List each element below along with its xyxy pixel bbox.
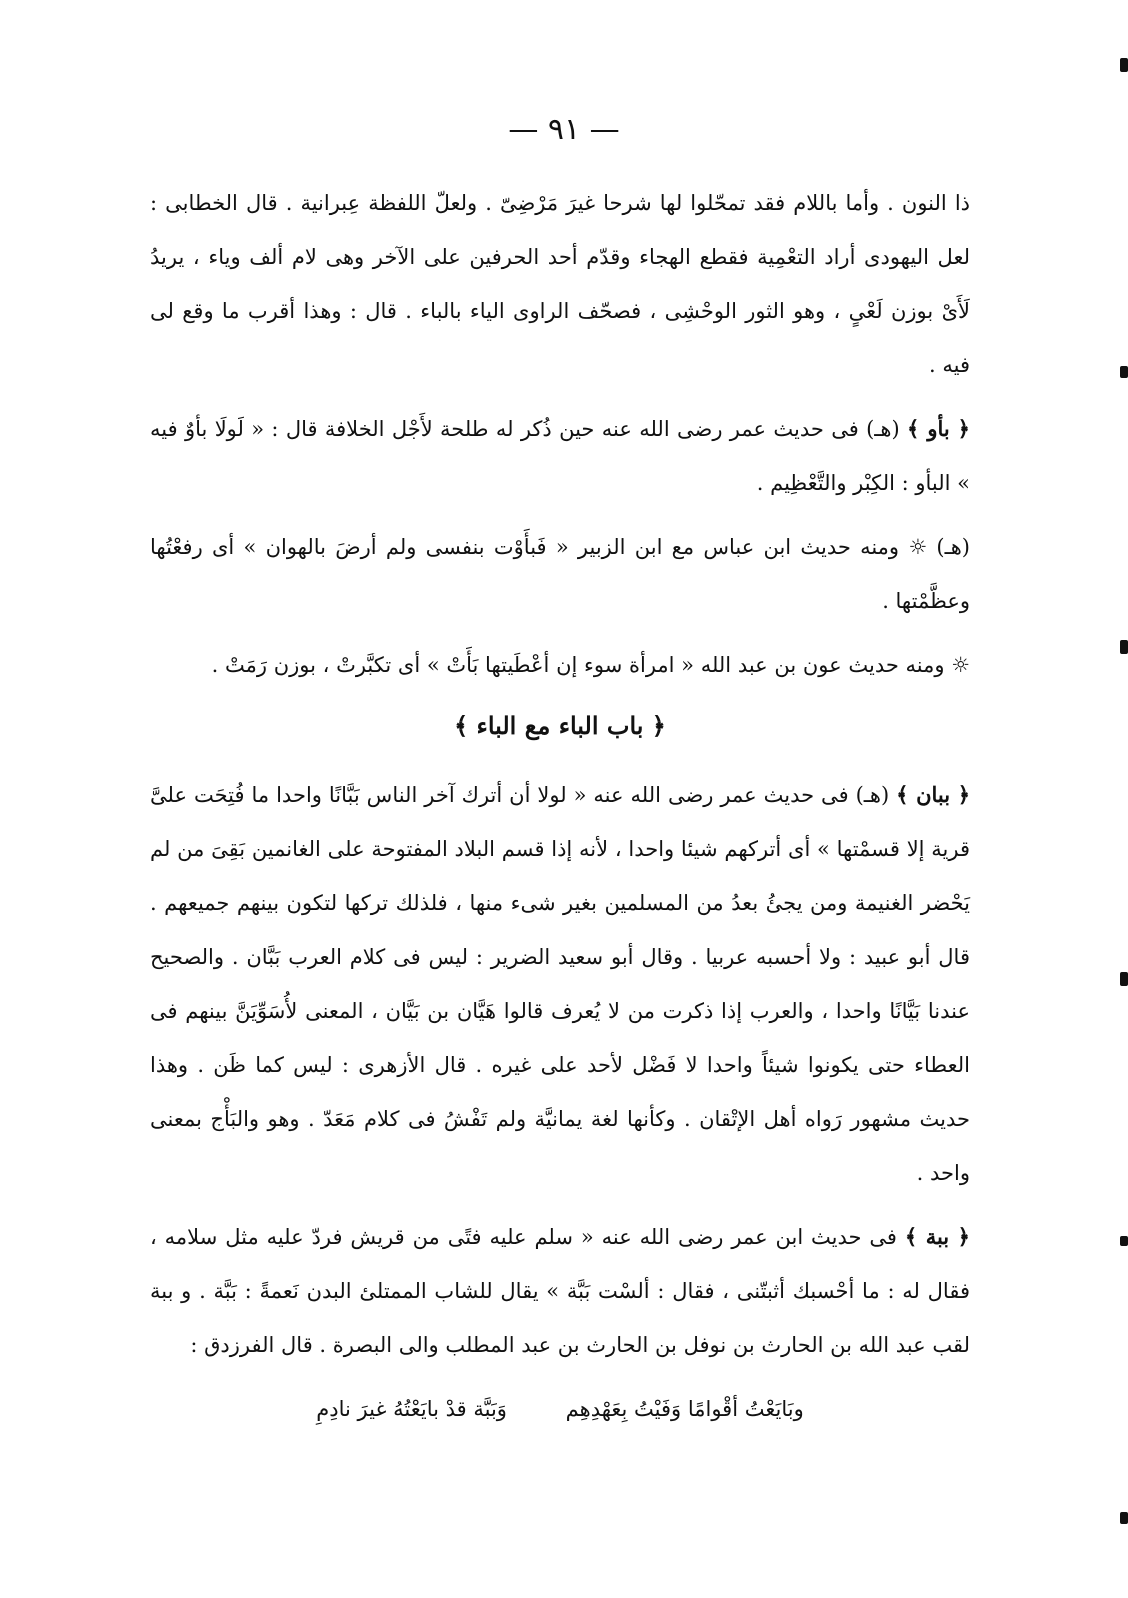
scan-edge-mark bbox=[1120, 366, 1128, 378]
page-body bbox=[150, 176, 970, 1436]
paragraph-text: (هـ) فى حديث عمر رضى الله عنه « لولا أن أترك آخر الناس بَبَّانًا واحدا ما فُتِحَت علىَّ قرية إلا قسمْتها » أى أتركهم شيئا واحدا ، لأنه إذا قسم البلاد المفتوحة على الغانمين بَقِىَ من لم يَحْضر الغنيمة ومن يجئُ بعدُ من المسلمين بغير شىء منها ، فلذلك تركها لتكون بينهم جميعهم . قال أبو عبيد : ولا أحسبه عربيا . وقال أبو سعيد الضرير : ليس فى كلام العرب بَبَّان . والصحيح عندنا بَيَّانًا واحدا ، والعرب إذا ذكرت من لا يُعرف قالوا هَيَّان بن بَيَّان ، المعنى لأُسَوِّيَنَّ بينهم فى العطاء حتى يكونوا شيئاً واحدا لا فَضْل لأحد على غيره . قال الأزهرى : ليس كما ظَن . وهذا حديث مشهور رَواه أهل الإتْقان . وكأنها لغة يمانيَّة ولم تَفْشُ فى كلام مَعَدّ . وهو والبَأْج بمعنى واحد . bbox=[150, 783, 970, 1185]
paragraph bbox=[150, 1210, 970, 1372]
scan-edge-mark bbox=[1120, 1512, 1128, 1524]
paragraph-text: (هـ) ☼ ومنه حديث ابن عباس مع ابن الزبير « فَبأَوْت بنفسى ولم أرضَ بالهوان » أى رفعْتُها وعظَّمْتها . bbox=[150, 535, 970, 613]
paragraph-text: فى حديث ابن عمر رضى الله عنه « سلم عليه فتًى من قريش فردّ عليه مثل سلامه ، فقال له : ما أحْسبك أثبتّنى ، فقال : ألسْت بَبَّة » يقال للشاب الممتلئ البدن نَعمةً : بَبَّة . و ببة لقب عبد الله بن الحارث بن نوفل بن الحارث بن عبد المطلب والى البصرة . قال الفرزدق : bbox=[150, 1225, 970, 1357]
paragraph-text: ☼ ومنه حديث عون بن عبد الله « امرأة سوء إن أعْطَيتها بَأَتْ » أى تكبَّرتْ ، بوزن رَمَتْ . bbox=[211, 653, 970, 677]
entry-heading: ﴿ ببة ﴾ bbox=[904, 1224, 970, 1249]
chapter-title: ﴿ باب الباء مع الباء ﴾ bbox=[454, 711, 666, 740]
scan-edge-mark bbox=[1120, 972, 1128, 986]
paragraph bbox=[150, 768, 970, 1200]
poem-verse bbox=[150, 1382, 970, 1436]
scan-edge-mark bbox=[1120, 1236, 1128, 1246]
paragraph bbox=[150, 520, 970, 628]
entry-heading: ﴿ بأو ﴾ bbox=[907, 416, 970, 441]
paragraph bbox=[150, 638, 970, 692]
paragraph bbox=[150, 176, 970, 392]
entry-heading: ﴿ ببان ﴾ bbox=[896, 782, 970, 807]
scan-edge-mark bbox=[1120, 640, 1128, 654]
page-number: — ٩١ — bbox=[508, 112, 620, 147]
scan-edge-mark bbox=[1120, 58, 1128, 72]
verse-second-hemistich: وَبَبَّة قدْ بايَعْتُهُ غيرَ نادِمِ bbox=[316, 1397, 507, 1421]
paragraph-text: (هـ) فى حديث عمر رضى الله عنه حين ذُكر له طلحة لأَجْل الخلافة قال : « لَولَا بأوٌ فيه » البأو : الكِبْر والتَّعْظِيم . bbox=[150, 417, 970, 495]
paragraph bbox=[150, 402, 970, 510]
verse-first-hemistich: وبَايَعْتُ أقْوامًا وَفَيْتُ بِعَهْدِهِم bbox=[565, 1397, 804, 1421]
paragraph-text: ذا النون . وأما باللام فقد تمحّلوا لها شرحا غيرَ مَرْضِىّ . ولعلّ اللفظة عِبرانية . قال الخطابى : لعل اليهودى أراد التعْمِية فقطع الهجاء وقدّم أحد الحرفين على الآخر وهى لام ألف وياء ، يريدُ لَأَىْ بوزن لَعْىٍ ، وهو الثور الوحْشِى ، فصحّف الراوى الياء بالباء . قال : وهذا أقرب ما وقع لى فيه . bbox=[150, 191, 970, 377]
